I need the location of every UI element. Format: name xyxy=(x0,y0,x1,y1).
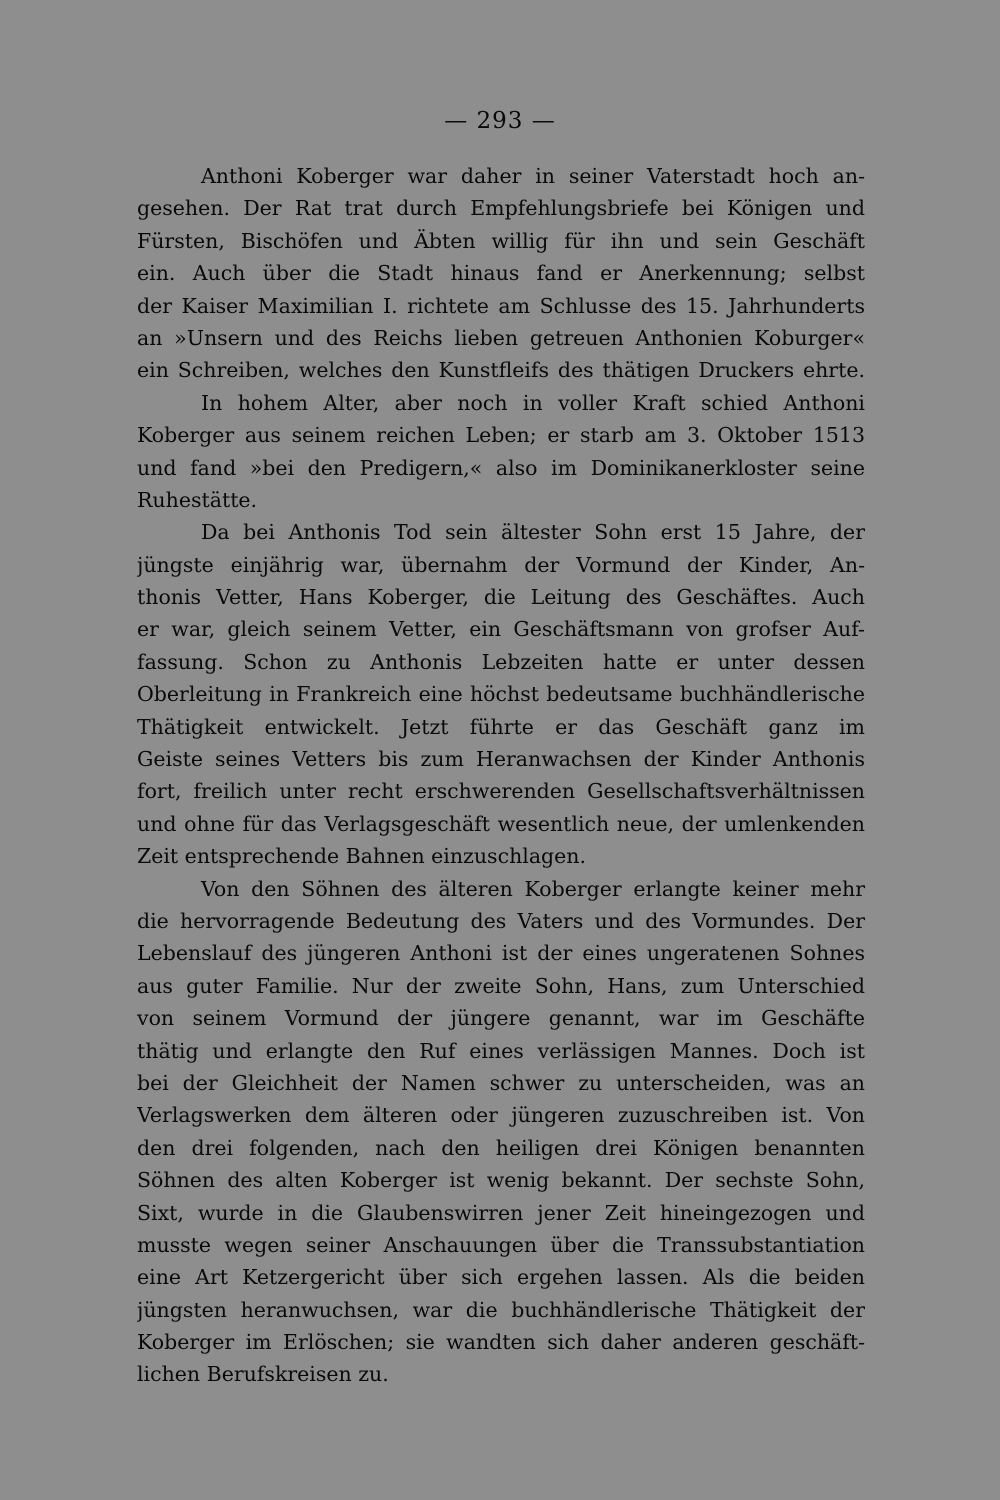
text-line: In hohem Alter, aber noch in voller Kraft schied Anthoni xyxy=(201,390,865,415)
text-line: jüngsten heranwuchsen, war die buchhändlerische Thätigkeit der xyxy=(137,1297,865,1322)
text-line: ein Schreiben, welches den Kunstfleifs des thätigen Druckers ehrte. xyxy=(137,358,865,383)
text-line: Söhnen des alten Koberger ist wenig bekannt. Der sechste Sohn, xyxy=(137,1168,865,1193)
text-line: thonis Vetter, Hans Koberger, die Leitung des Geschäftes. Auch xyxy=(137,585,865,610)
paragraph-2 xyxy=(137,387,865,517)
text-line: ein. Auch über die Stadt hinaus fand er Anerkennung; selbst xyxy=(137,261,865,286)
text-line: und fand »bei den Predigern,« also im Dominikanerkloster seine xyxy=(137,455,865,480)
text-line: Thätigkeit entwickelt. Jetzt führte er das Geschäft ganz im xyxy=(137,714,865,739)
text-line: gesehen. Der Rat trat durch Empfehlungsbriefe bei Königen und xyxy=(137,196,865,221)
text-line: Sixt, wurde in die Glaubenswirren jener Zeit hineingezogen und xyxy=(137,1200,865,1225)
text-line: er war, gleich seinem Vetter, ein Geschäftsmann von grofser Auf- xyxy=(137,617,865,642)
text-line: Anthoni Koberger war daher in seiner Vaterstadt hoch an- xyxy=(201,164,865,188)
text-line: aus guter Familie. Nur der zweite Sohn, Hans, zum Unterschied xyxy=(137,973,865,998)
text-line: fort, freilich unter recht erschwerenden Gesellschaftsverhältnissen xyxy=(137,779,865,804)
text-line: Koberger im Erlöschen; sie wandten sich daher anderen geschäft- xyxy=(137,1330,865,1355)
text-line: die hervorragende Bedeutung des Vaters und des Vormundes. Der xyxy=(137,908,865,933)
text-line: Fürsten, Bischöfen und Äbten willig für ihn und sein Geschäft xyxy=(137,228,865,253)
text-line: von seinem Vormund der jüngere genannt, war im Geschäfte xyxy=(137,1006,865,1031)
text-line: Koberger aus seinem reichen Leben; er starb am 3. Oktober 1513 xyxy=(137,423,865,448)
paragraph-3 xyxy=(137,516,865,872)
text-line: an »Unsern und des Reichs lieben getreuen Anthonien Koburger« xyxy=(137,325,865,350)
text-line: der Kaiser Maximilian I. richtete am Schlusse des 15. Jahrhunderts xyxy=(137,293,865,318)
paragraph-1 xyxy=(137,160,865,387)
text-line: musste wegen seiner Anschauungen über die Transsubstantiation xyxy=(137,1232,865,1257)
text-line: fassung. Schon zu Anthonis Lebzeiten hatte er unter dessen xyxy=(137,649,865,674)
page-number: — 293 — xyxy=(444,108,556,134)
text-line: eine Art Ketzergericht über sich ergehen lassen. Als die beiden xyxy=(137,1265,865,1290)
text-line: und ohne für das Verlagsgeschäft wesentlich neue, der umlenkenden xyxy=(137,811,865,836)
text-line: Geiste seines Vetters bis zum Heranwachsen der Kinder Anthonis xyxy=(137,747,865,772)
text-line: Oberleitung in Frankreich eine höchst bedeutsame buchhändlerische xyxy=(137,682,865,707)
text-line: Von den Söhnen des älteren Koberger erlangte keiner mehr xyxy=(201,876,865,901)
text-line: Zeit entsprechende Bahnen einzuschlagen. xyxy=(137,844,587,869)
text-line: Da bei Anthonis Tod sein ältester Sohn erst 15 Jahre, der xyxy=(201,520,865,545)
text-line: Lebenslauf des jüngeren Anthoni ist der eines ungeratenen Sohnes xyxy=(137,941,865,966)
text-line: Ruhestätte. xyxy=(137,487,258,512)
text-line: jüngste einjährig war, übernahm der Vormund der Kinder, An- xyxy=(137,552,865,577)
text-line: bei der Gleichheit der Namen schwer zu unterscheiden, was an xyxy=(137,1070,865,1095)
body-text xyxy=(137,160,865,1391)
text-line: lichen Berufskreisen zu. xyxy=(137,1362,389,1387)
text-line: Verlagswerken dem älteren oder jüngeren zuzuschreiben ist. Von xyxy=(137,1103,865,1128)
text-line: thätig und erlangte den Ruf eines verlässigen Mannes. Doch ist xyxy=(137,1038,865,1063)
paragraph-4 xyxy=(137,873,865,1391)
text-line: den drei folgenden, nach den heiligen drei Königen benannten xyxy=(137,1135,865,1160)
